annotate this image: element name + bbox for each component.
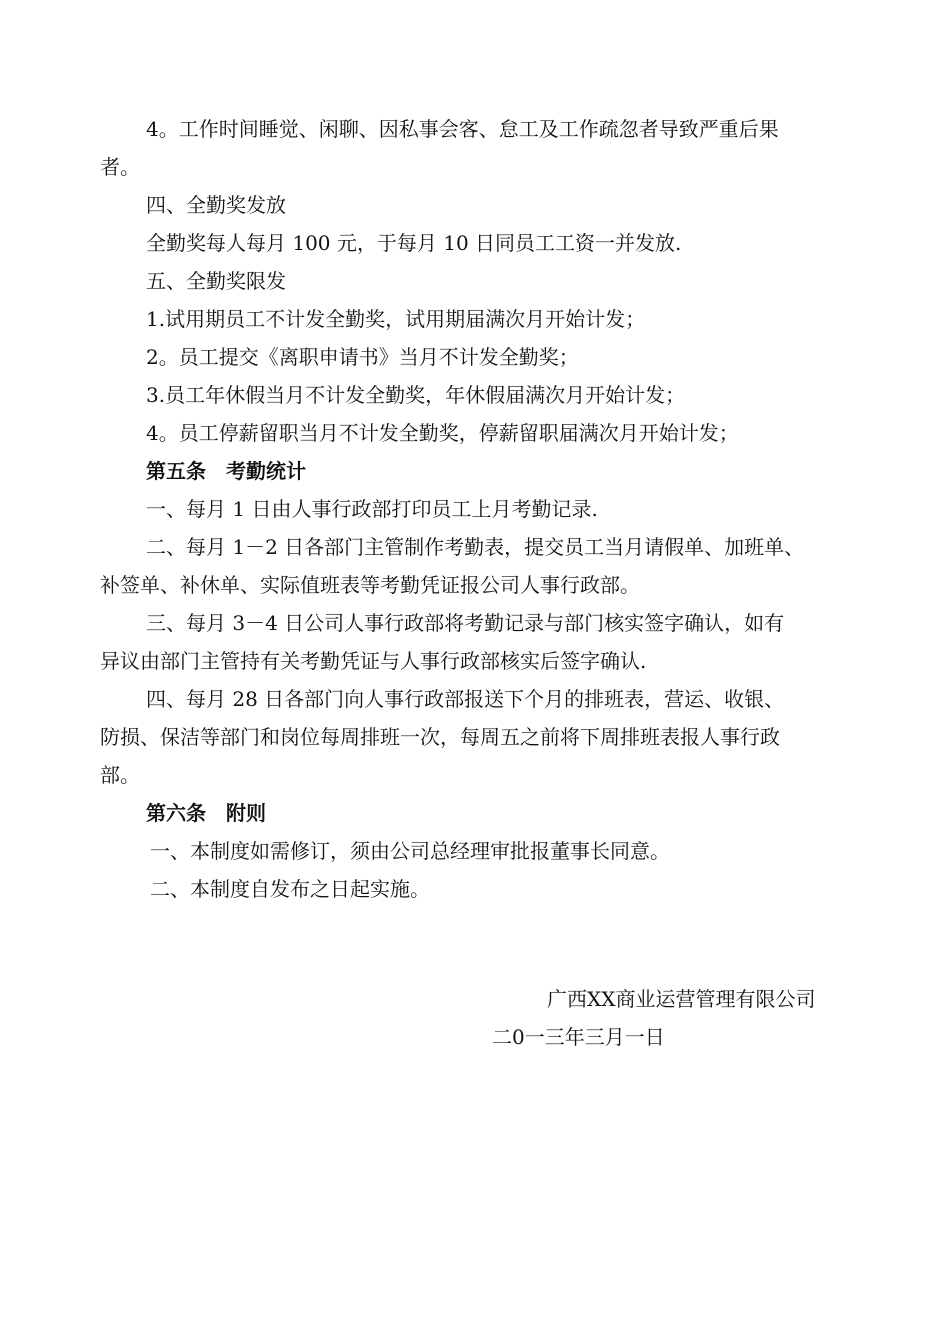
list-item: 1.试用期员工不计发全勤奖，试用期届满次月开始计发； xyxy=(146,307,646,331)
paragraph-line: 二、每月 1－2 日各部门主管制作考勤表，提交员工当月请假单、加班单、 xyxy=(146,535,805,559)
paragraph-line: 异议由部门主管持有关考勤凭证与人事行政部核实后签字确认. xyxy=(100,649,647,673)
paragraph-line: 三、每月 3－4 日公司人事行政部将考勤记录与部门核实签字确认，如有 xyxy=(146,611,785,635)
paragraph-line: 者。 xyxy=(100,155,140,179)
paragraph-line: 全勤奖每人每月 100 元，于每月 10 日同员工工资一并发放. xyxy=(146,231,682,255)
paragraph-line: 一、本制度如需修订，须由公司总经理审批报董事长同意。 xyxy=(150,839,670,863)
section-heading: 五、全勤奖限发 xyxy=(146,269,286,293)
article-heading: 第五条 考勤统计 xyxy=(146,459,306,483)
section-heading: 四、全勤奖发放 xyxy=(146,193,286,217)
paragraph-line: 补签单、补休单、实际值班表等考勤凭证报公司人事行政部。 xyxy=(100,573,640,597)
list-item: 4。员工停薪留职当月不计发全勤奖，停薪留职届满次月开始计发； xyxy=(146,421,739,445)
paragraph-line: 二、本制度自发布之日起实施。 xyxy=(150,877,430,901)
paragraph-line: 防损、保洁等部门和岗位每周排班一次，每周五之前将下周排班表报人事行政 xyxy=(100,725,780,749)
article-heading: 第六条 附则 xyxy=(146,801,266,825)
signature-date: 二0一三年三月一日 xyxy=(492,1025,665,1049)
signature-company: 广西XX商业运营管理有限公司 xyxy=(547,987,816,1011)
paragraph-line: 4。工作时间睡觉、闲聊、因私事会客、怠工及工作疏忽者导致严重后果 xyxy=(146,117,779,141)
list-item: 3.员工年休假当月不计发全勤奖，年休假届满次月开始计发； xyxy=(146,383,686,407)
list-item: 2。员工提交《离职申请书》当月不计发全勤奖； xyxy=(146,345,579,369)
paragraph-line: 部。 xyxy=(100,763,140,787)
paragraph-line: 四、每月 28 日各部门向人事行政部报送下个月的排班表，营运、收银、 xyxy=(146,687,785,711)
paragraph-line: 一、每月 1 日由人事行政部打印员工上月考勤记录. xyxy=(146,497,598,521)
